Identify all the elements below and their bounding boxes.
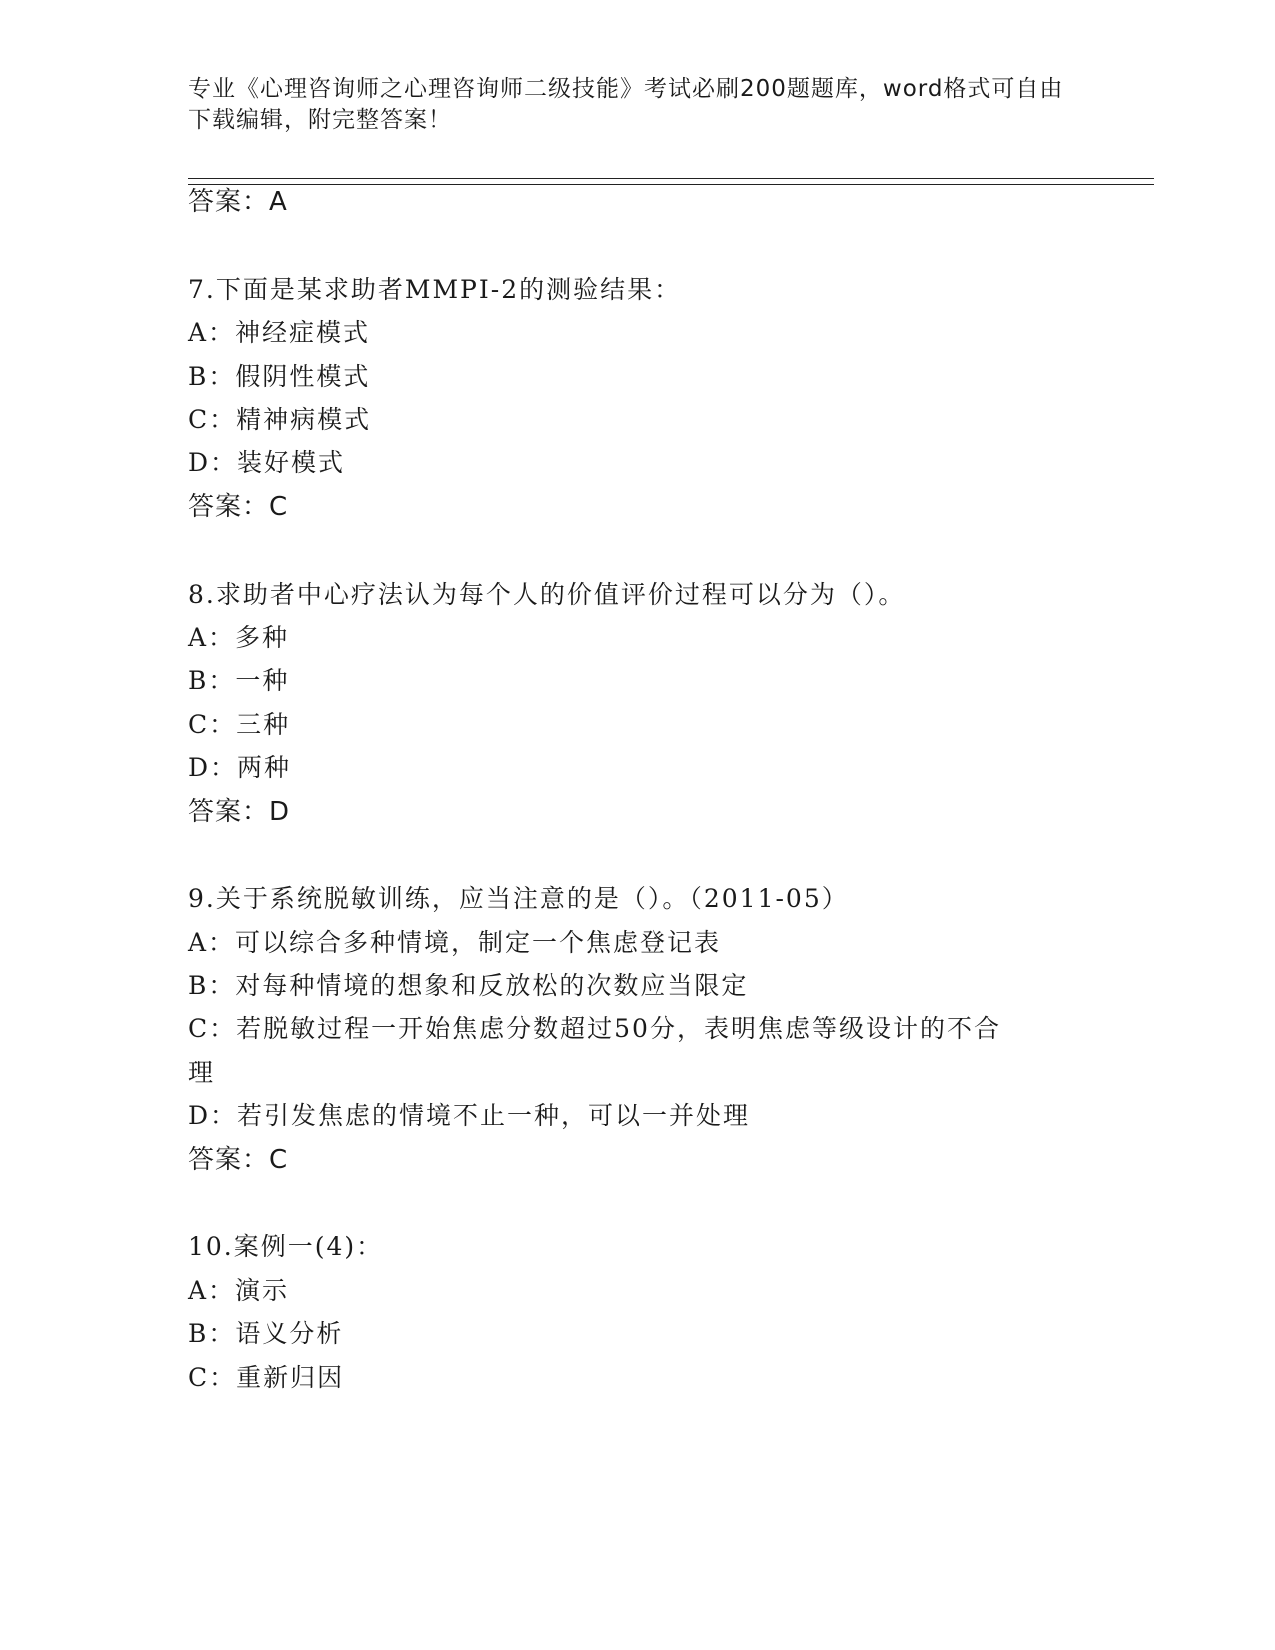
option-c: C：三种 <box>188 710 291 739</box>
option-c: C：精神病模式 <box>188 405 372 434</box>
option-d: D：两种 <box>188 753 292 782</box>
question-stem: 9.关于系统脱敏训练，应当注意的是（）。（2011-05） <box>188 884 849 913</box>
option-c-continued: 理 <box>188 1058 216 1087</box>
answer: 答案：C <box>188 1145 289 1175</box>
option-b: B：一种 <box>188 666 290 695</box>
question-stem: 8.求助者中心疗法认为每个人的价值评价过程可以分为（）。 <box>188 580 906 609</box>
option-c: C：重新归因 <box>188 1363 345 1392</box>
previous-answer: 答案：A <box>188 187 288 217</box>
header-divider-top <box>188 178 1154 179</box>
option-b: B：对每种情境的想象和反放松的次数应当限定 <box>188 971 749 1000</box>
question-stem: 7.下面是某求助者MMPI-2的测验结果： <box>188 275 682 304</box>
option-a: A：可以综合多种情境，制定一个焦虑登记表 <box>188 928 722 957</box>
option-b: B：语义分析 <box>188 1319 344 1348</box>
option-d: D：若引发焦虑的情境不止一种，可以一并处理 <box>188 1101 751 1130</box>
header-divider-bottom <box>188 184 1154 185</box>
option-a: A：演示 <box>188 1276 290 1305</box>
question-stem: 10.案例一(4)： <box>188 1232 384 1261</box>
document-intro: 专业《心理咨询师之心理咨询师二级技能》考试必刷200题题库，word格式可自由下载编辑，附完整答案！ <box>188 76 1064 133</box>
answer: 答案：C <box>188 492 289 522</box>
option-a: A：多种 <box>188 623 290 652</box>
option-b: B：假阴性模式 <box>188 362 371 391</box>
option-d: D：装好模式 <box>188 448 346 477</box>
answer: 答案：D <box>188 797 291 827</box>
option-a: A：神经症模式 <box>188 318 371 347</box>
option-c: C：若脱敏过程一开始焦虑分数超过50分，表明焦虑等级设计的不合 <box>188 1014 1001 1043</box>
